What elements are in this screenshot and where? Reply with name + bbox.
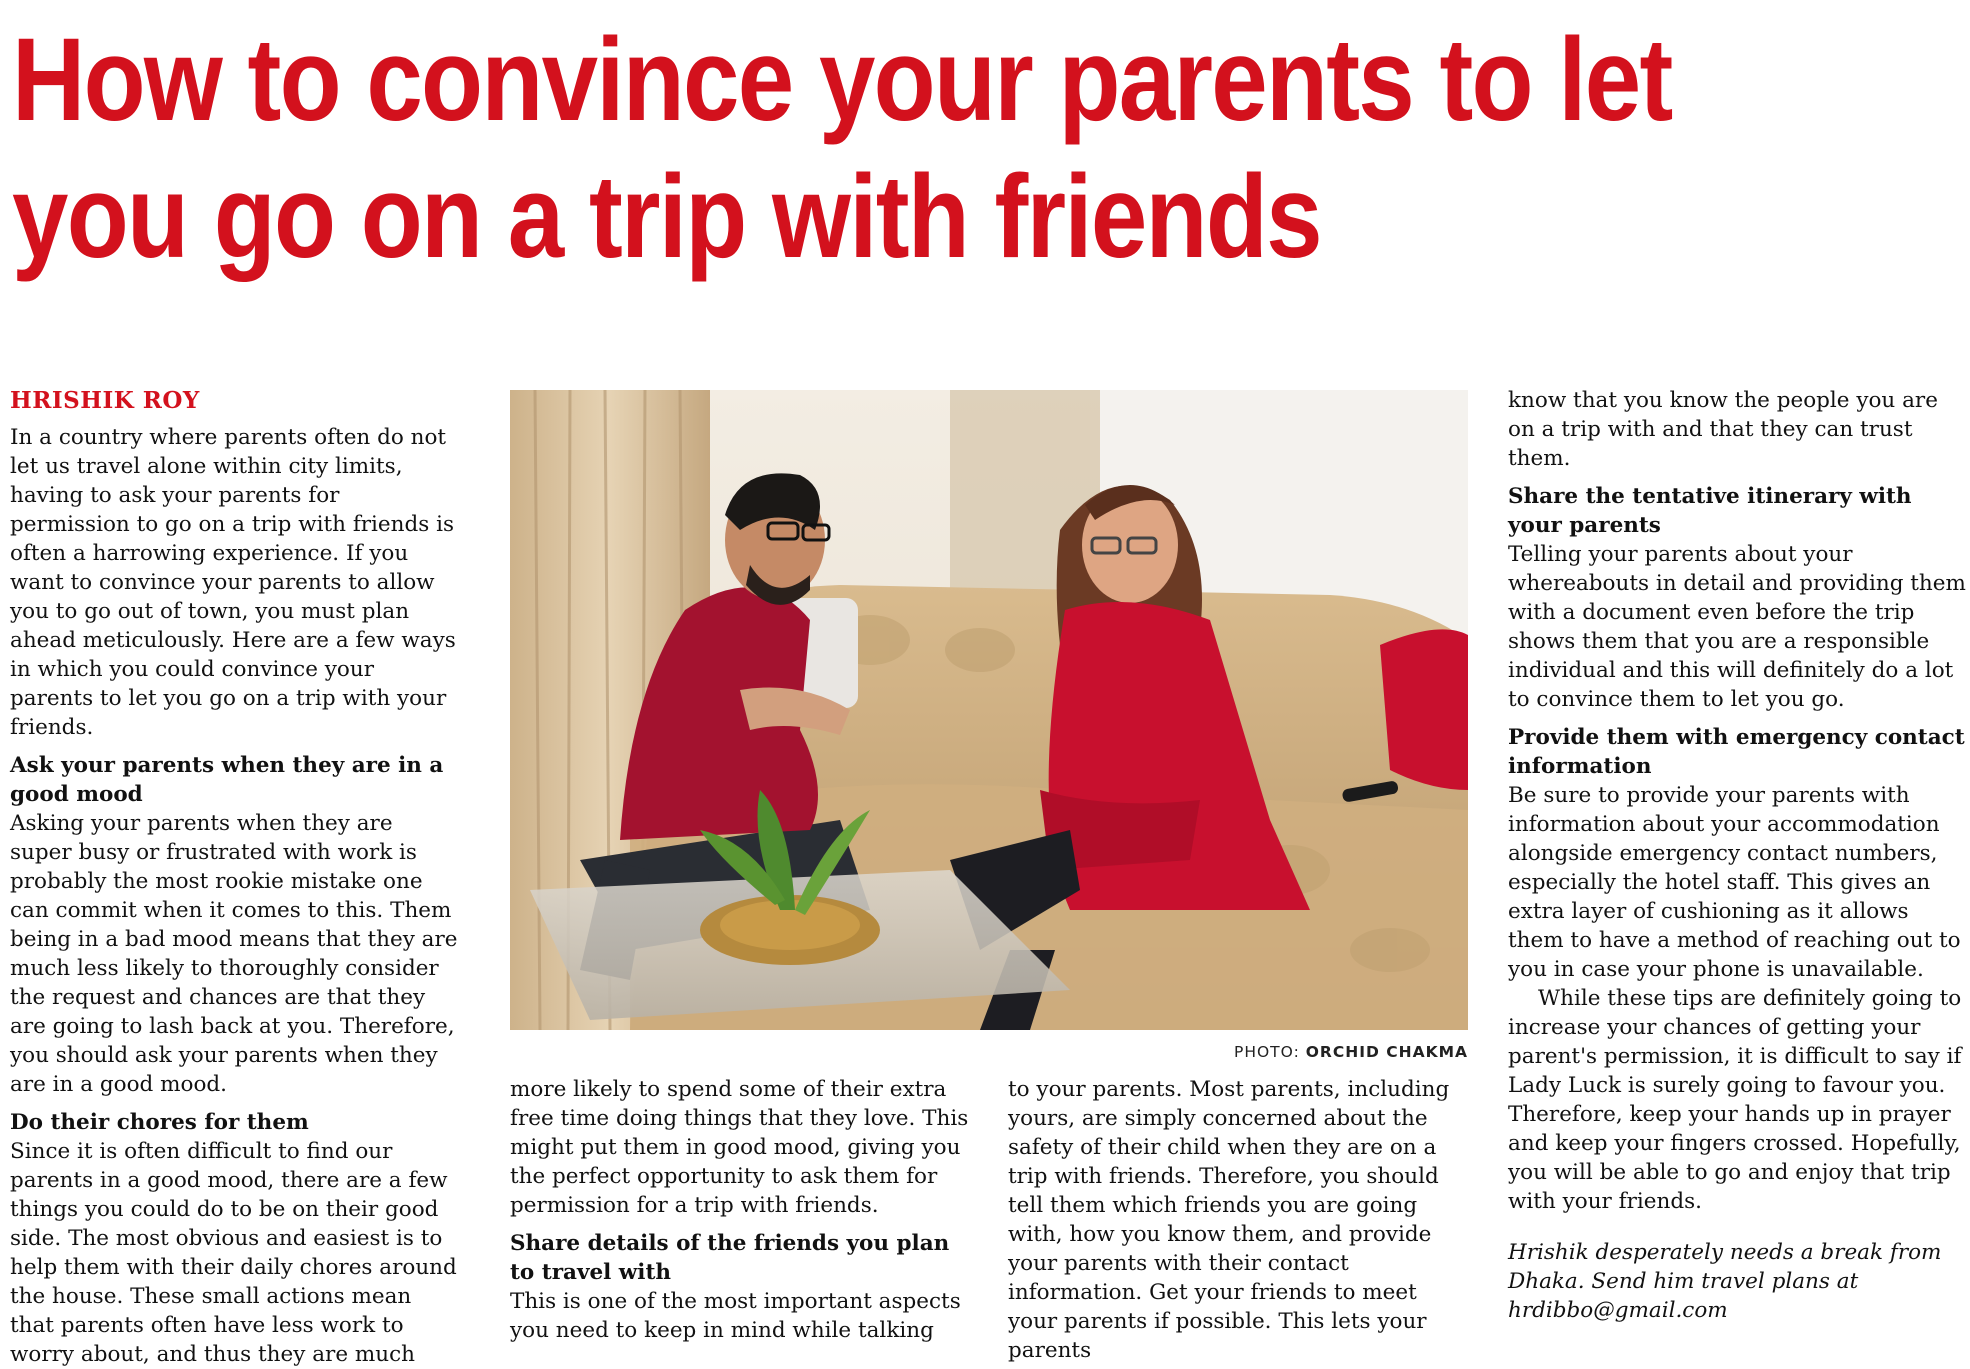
paragraph-conclusion: While these tips are definitely going to increase your chances of getting your parent's permission, it is difficult to say if Lady Luck is surely going to favour you. Therefore, keep your hands up in prayer and keep your fingers crossed. Hopefully, you will be able to go and enjoy that trip with your friends. <box>1508 986 1962 1214</box>
paragraph-emergency-contact: Be sure to provide your parents with information about your accommodation alongside emergency contact numbers, especially the hotel staff. This gives an extra layer of cushioning as it allows them to have a method of reaching out to you in case your phone is unavailable. <box>1508 783 1961 982</box>
subheading-good-mood: Ask your parents when they are in a good mood <box>10 753 444 807</box>
article-column-1 <box>10 386 458 1369</box>
intro-paragraph: In a country where parents often do not let us travel alone within city limits, having to ask your parents for permission to go on a trip with friends is often a harrowing experience. If you want to convince your parents to allow you to go out of town, you must plan ahead meticulously. Here are a few ways in which you could convince your parents to let you go on a trip with your friends. <box>10 425 456 740</box>
paragraph-trust: know that you know the people you are on a trip with and that they can trust them. <box>1508 388 1938 471</box>
subheading-friends-details: Share details of the friends you plan to travel with <box>510 1231 950 1285</box>
headline-line-2: you go on a trip with friends <box>12 151 1321 283</box>
subheading-itinerary: Share the tentative itinerary with your parents <box>1508 484 1912 538</box>
article-column-2 <box>510 1075 978 1345</box>
article-photo <box>510 390 1468 1030</box>
paragraph-free-time: more likely to spend some of their extra free time doing things that they love. This might put them in good mood, giving you the perfect opportunity to ask them for permission for a trip with friends. <box>510 1077 969 1218</box>
byline: HRISHIK ROY <box>10 387 200 414</box>
photo-credit-name: ORCHID CHAKMA <box>1305 1043 1468 1061</box>
photo-credit <box>1234 1043 1468 1061</box>
article-column-4 <box>1508 386 1966 1325</box>
headline-line-1: How to convince your parents to let <box>12 14 1672 146</box>
subheading-emergency-contact: Provide them with emergency contact information <box>1508 725 1965 779</box>
photo-credit-label: PHOTO: <box>1233 1043 1300 1061</box>
paragraph-good-mood: Asking your parents when they are super busy or frustrated with work is probably the most rookie mistake one can commit when it comes to this. Them being in a bad mood means that they are much less likely to thoroughly consider the request and chances are that they are going to lash back at you. Therefore, you should ask your parents when they are in a good mood. <box>10 811 458 1097</box>
photo-cushion <box>1380 629 1468 790</box>
article-column-3 <box>1008 1075 1460 1365</box>
paragraph-itinerary: Telling your parents about your whereabouts in detail and providing them with a document even before the trip shows them that you are a responsible individual and this will definitely do a lot to convince them to let you go. <box>1508 542 1966 712</box>
paragraph-friends-details: This is one of the most important aspects you need to keep in mind while talking <box>510 1289 961 1343</box>
paragraph-parents-concern: to your parents. Most parents, including yours, are simply concerned about the safety of their child when they are on a trip with friends. Therefore, you should tell them which friends you are going with, how you know them, and provide your parents with their contact information. Get your friends to meet your parents if possible. This lets your parents <box>1008 1077 1450 1363</box>
subheading-chores: Do their chores for them <box>10 1110 309 1135</box>
author-signoff: Hrishik desperately needs a break from Dhaka. Send him travel plans at hrdibbo@gmail.com <box>1508 1240 1942 1323</box>
paragraph-chores: Since it is often difficult to find our parents in a good mood, there are a few things you could do to be on their good side. The most obvious and easiest is to help them with their daily chores around the house. These small actions mean that parents often have less work to worry about, and thus they are much <box>10 1139 457 1367</box>
headline <box>12 12 1689 286</box>
